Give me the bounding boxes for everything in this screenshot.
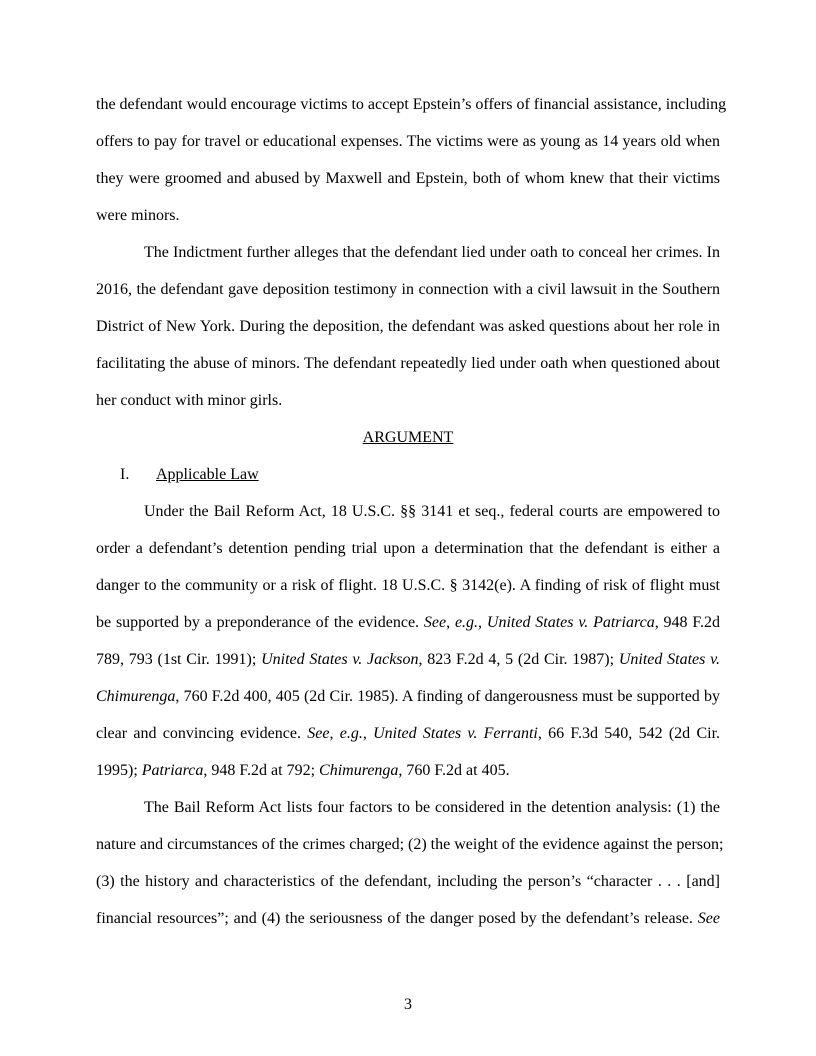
paragraph-line: 2016, the defendant gave deposition testimony in connection with a civil lawsuit in the Southern bbox=[96, 281, 720, 298]
text-run: financial resources”; and (4) the seriousness of the danger posed by the defendant’s release. bbox=[96, 910, 698, 927]
case-name: Chimurenga bbox=[319, 762, 399, 779]
signal-eg: e.g. bbox=[339, 725, 363, 742]
paragraph-line: were minors. bbox=[96, 207, 180, 224]
paragraph-line bbox=[96, 722, 720, 746]
paragraph-line: danger to the community or a risk of flight. 18 U.S.C. § 3142(e). A finding of risk of flight must bbox=[96, 577, 720, 594]
paragraph-line: the defendant would encourage victims to accept Epstein’s offers of financial assistance, including bbox=[96, 96, 727, 113]
text-run: , 948 F.2d bbox=[654, 614, 721, 631]
case-name: Patriarca bbox=[141, 762, 204, 779]
signal-see: See bbox=[307, 725, 330, 742]
signal-eg: e.g. bbox=[454, 614, 479, 631]
paragraph-line: they were groomed and abused by Maxwell and Epstein, both of whom knew that their victims bbox=[96, 170, 720, 187]
text-run: 1995); bbox=[96, 762, 142, 779]
case-name: Chimurenga bbox=[96, 688, 176, 705]
text-run: , 66 F.3d 540, 542 (2d Cir. bbox=[537, 725, 721, 742]
page-number: 3 bbox=[404, 996, 412, 1013]
text-run: , bbox=[362, 725, 374, 742]
text-run: , 948 F.2d at 792; bbox=[203, 762, 320, 779]
paragraph-line: nature and circumstances of the crimes charged; (2) the weight of the evidence against the person; bbox=[96, 836, 724, 853]
section-heading bbox=[96, 426, 720, 450]
text-run: , 760 F.2d at 405. bbox=[398, 762, 510, 779]
paragraph-line: The Indictment further alleges that the defendant lied under oath to conceal her crimes. In bbox=[144, 244, 720, 261]
paragraph-line bbox=[96, 611, 720, 635]
paragraph-line bbox=[96, 685, 720, 709]
paragraph-line: facilitating the abuse of minors. The defendant repeatedly lied under oath when questioned about bbox=[96, 355, 720, 372]
paragraph-line: Under the Bail Reform Act, 18 U.S.C. §§ 3141 et seq., federal courts are empowered to bbox=[144, 503, 720, 520]
signal-see: See bbox=[423, 614, 447, 631]
signal-see: See bbox=[697, 910, 720, 927]
paragraph-line: District of New York. During the deposition, the defendant was asked questions about her role in bbox=[96, 318, 720, 335]
paragraph-line: her conduct with minor girls. bbox=[96, 392, 283, 409]
case-name: United States v. Patriarca bbox=[486, 614, 655, 631]
subheading-number: I. bbox=[120, 466, 130, 483]
case-name: United States v. Jackson bbox=[261, 651, 419, 668]
text-run: be supported by a preponderance of the evidence. bbox=[96, 614, 424, 631]
text-run: , 823 F.2d 4, 5 (2d Cir. 1987); bbox=[418, 651, 619, 668]
subheading bbox=[96, 463, 720, 487]
paragraph-line: (3) the history and characteristics of the defendant, including the person’s “character . . . [and] bbox=[96, 873, 720, 890]
paragraph-line bbox=[96, 648, 720, 672]
paragraph-line: offers to pay for travel or educational expenses. The victims were as young as 14 years old when bbox=[96, 133, 720, 150]
text-run: , bbox=[329, 725, 340, 742]
case-name: United States v. bbox=[618, 651, 721, 668]
section-heading-text: ARGUMENT bbox=[362, 429, 454, 446]
subheading-title: Applicable Law bbox=[156, 466, 259, 483]
text-run: clear and convincing evidence. bbox=[96, 725, 308, 742]
paragraph-line bbox=[96, 759, 720, 783]
paragraph-line bbox=[96, 907, 720, 931]
case-name: United States v. Ferranti bbox=[373, 725, 538, 742]
paragraph-line: The Bail Reform Act lists four factors to be considered in the detention analysis: (1) the bbox=[144, 799, 720, 816]
paragraph-line: order a defendant’s detention pending trial upon a determination that the defendant is either a bbox=[96, 540, 720, 557]
text-run: , bbox=[478, 614, 487, 631]
text-run: , 760 F.2d 400, 405 (2d Cir. 1985). A finding of dangerousness must be supported by bbox=[175, 688, 720, 705]
text-run: , bbox=[446, 614, 455, 631]
text-run: 789, 793 (1st Cir. 1991); bbox=[96, 651, 262, 668]
